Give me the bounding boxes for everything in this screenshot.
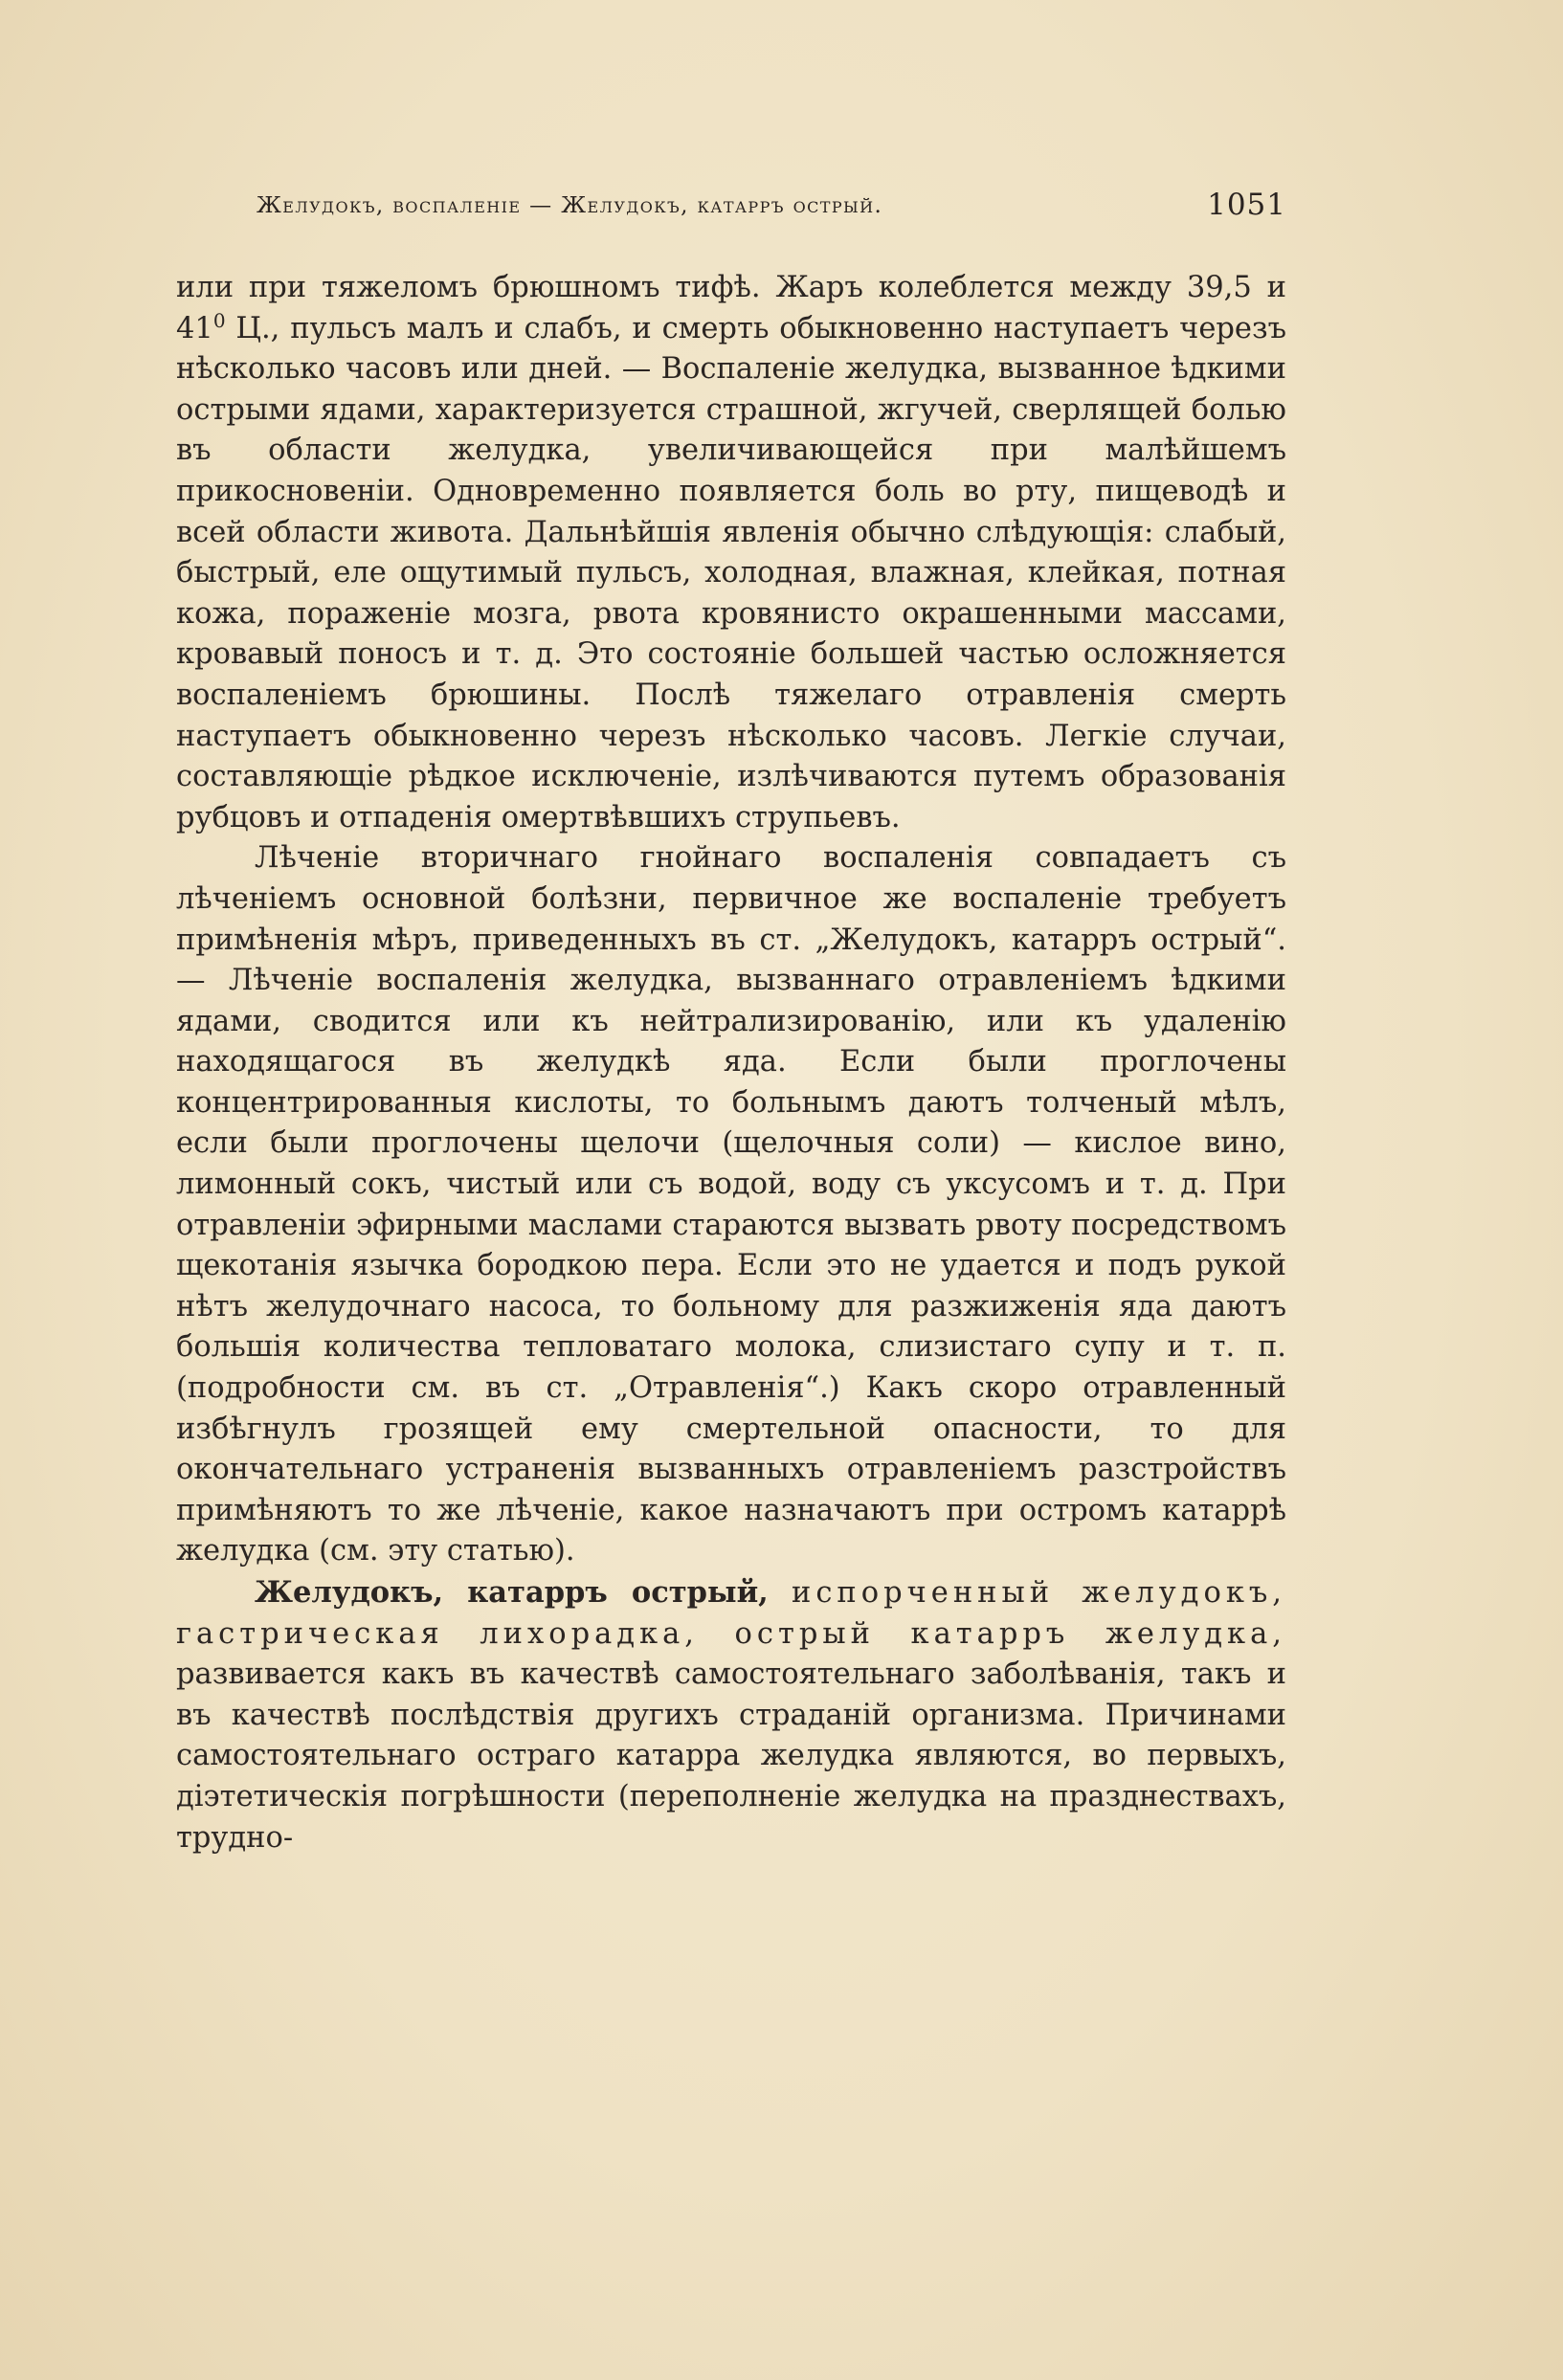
entry-synonyms: испорченный желудокъ, гастрическая лихорадка, острый катарръ желудка, [176,1576,1286,1651]
entry-text: развивается какъ въ качествѣ самостоятельнаго заболѣванія, такъ и въ качествѣ послѣдствія другихъ страданій организма. Причинами самостоятельнаго остраго катарра желудка являются, во первыхъ, діэтетическія погрѣшности (переполненіе желудка на празднествахъ, трудно- [176,1657,1286,1855]
paragraph-1-text-start: или при тяжеломъ брюшномъ тифѣ. Жаръ колеблется между 39,5 и 41 [176,271,1286,345]
paragraph-1-text-end: Ц., пульсъ малъ и слабъ, и смерть обыкновенно наступаетъ черезъ нѣсколько часовъ или дней. — Воспаленіе желудка, вызванное ѣдкими острыми ядами, характеризуется страшной, жгучей, сверлящей болью въ области желудка, увеличивающейся при малѣйшемъ прикосновеніи. Одновременно появляется боль во рту, пищеводѣ и всей области живота. Дальнѣйшія явленія обычно слѣдующія: слабый, быстрый, еле ощутимый пульсъ, холодная, влажная, клейкая, потная кожа, пораженіе мозга, рвота кровянисто окрашенными массами, кровавый поносъ и т. д. Это состояніе большей частью осложняется воспаленіемъ брюшины. Послѣ тяжелаго отравленія смерть наступаетъ обыкновенно черезъ нѣсколько часовъ. Легкіе случаи, составляющіе рѣдкое исключеніе, излѣчиваются путемъ образованія рубцовъ и отпаденія омертвѣвшихъ струпьевъ. [176,311,1286,834]
entry-headword: Желудокъ, катарръ острый, [255,1575,769,1610]
paragraph-2: Лѣченіе вторичнаго гнойнаго воспаленія совпадаетъ съ лѣченіемъ основной болѣзни, первичное же воспаленіе требуетъ примѣненія мѣръ, приведенныхъ въ ст. „Желудокъ, катарръ острый“. — Лѣченіе воспаленія желудка, вызваннаго отравленіемъ ѣдкими ядами, сводится или къ нейтрализированію, или къ удаленію находящагося въ желудкѣ яда. Если были проглочены концентрированныя кислоты, то больнымъ даютъ толченый мѣлъ, если были проглочены щелочи (щелочныя соли) — кислое вино, лимонный сокъ, чистый или съ водой, воду съ уксусомъ и т. д. При отравленіи эфирными маслами стараются вызвать рвоту посредствомъ щекотанія язычка бородкою пера. Если это не удается и подъ рукой нѣтъ желудочнаго насоса, то больному для разжиженія яда даютъ большія количества тепловатаго молока, слизистаго супу и т. п. (подробности см. въ ст. „Отравленія“.) Какъ скоро отравленный избѣгнулъ грозящей ему смертельной опасности, то для окончательнаго устраненія вызванныхъ отравленіемъ разстройствъ примѣняютъ то же лѣченіе, какое назначаютъ при остромъ катаррѣ желудка (см. эту статью). [176,841,1286,1568]
body-text [176,268,1286,1858]
page-number: 1051 [1207,188,1286,222]
paragraph-1 [176,268,1286,838]
article-entry [176,1572,1286,1858]
running-header [257,188,1286,226]
header-title: Желудокъ, воспаленіе — Желудокъ, катарръ острый. [257,193,883,218]
degree-mark: 0 [212,308,226,332]
